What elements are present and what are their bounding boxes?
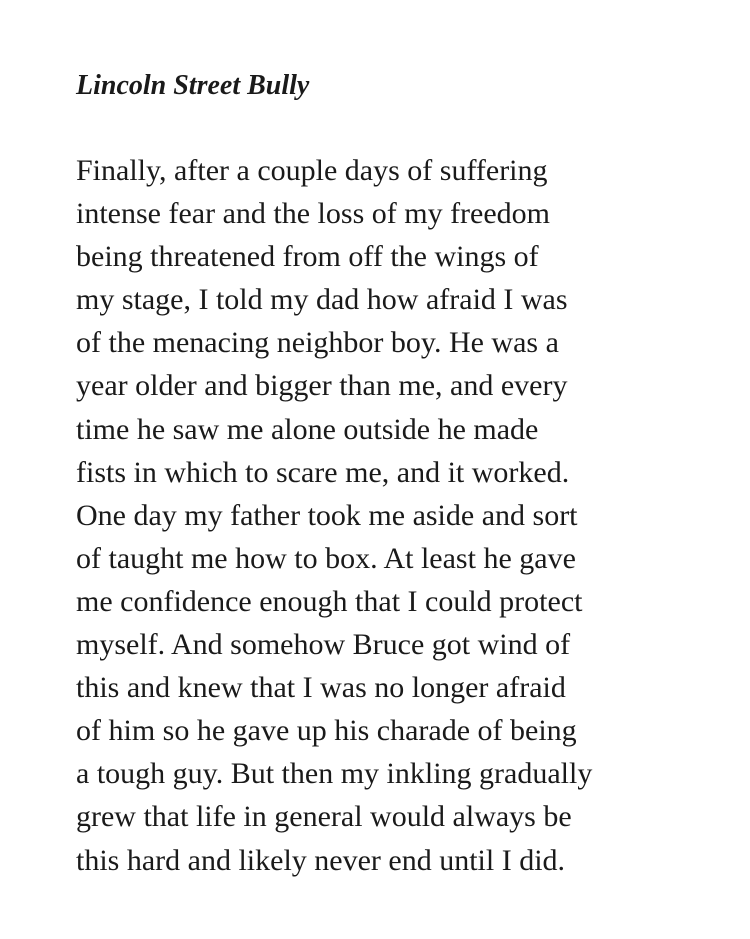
paragraph-line: grew that life in general would always be (76, 800, 572, 834)
paragraph-line: fists in which to scare me, and it worked. (76, 455, 570, 489)
paragraph-line: me confidence enough that I could protect (76, 584, 583, 618)
paragraph-line: time he saw me alone outside he made (76, 412, 539, 446)
paragraph-line: a tough guy. But then my inkling gradually (76, 757, 593, 791)
page-title: Lincoln Street Bully (76, 70, 310, 101)
paragraph-line: my stage, I told my dad how afraid I was (76, 283, 568, 317)
paragraph-line: One day my father took me aside and sort (76, 498, 578, 532)
paragraph-line: year older and bigger than me, and every (76, 369, 568, 403)
paragraph-line: intense fear and the loss of my freedom (76, 197, 551, 231)
paragraph-line: being threatened from off the wings of (76, 240, 539, 274)
paragraph-line: of taught me how to box. At least he gave (76, 541, 576, 575)
body-paragraph (76, 149, 716, 882)
paragraph-line: this hard and likely never end until I did. (76, 843, 566, 877)
paragraph-line: of him so he gave up his charade of being (76, 714, 577, 748)
paragraph-line: myself. And somehow Bruce got wind of (76, 628, 571, 662)
paragraph-line: of the menacing neighbor boy. He was a (76, 326, 559, 360)
paragraph-line: this and knew that I was no longer afraid (76, 671, 566, 705)
paragraph-line: Finally, after a couple days of suffering (76, 154, 548, 187)
